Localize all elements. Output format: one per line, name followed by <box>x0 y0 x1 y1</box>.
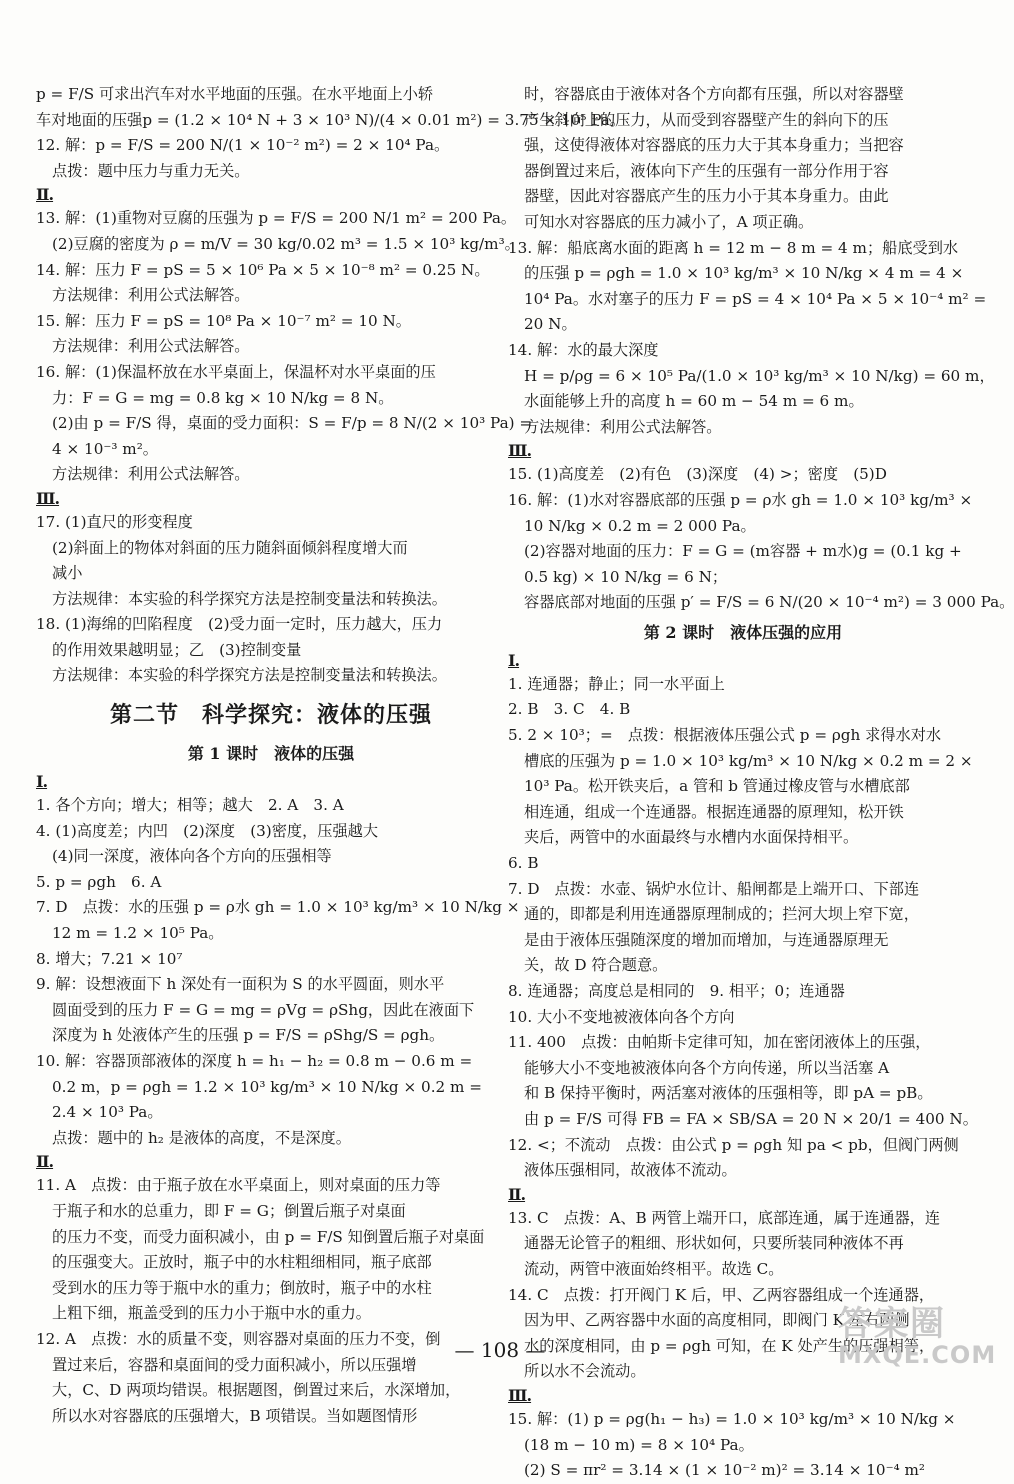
left-line: 8. 增大；7.21 × 10⁷ <box>36 949 183 968</box>
level-marker: Ⅰ. <box>36 772 48 792</box>
left-line: 的作用效果越明显；乙 (3)控制变量 <box>52 640 302 659</box>
level-marker: Ⅲ. <box>508 1385 532 1405</box>
left-line: 4. (1)高度差；内凹 (2)深度 (3)密度，压强越大 <box>36 821 379 840</box>
right-line: 流动，两管中液面始终相平。故选 C。 <box>524 1259 784 1278</box>
right-line: H = p/ρg = 6 × 10⁵ Pa/(1.0 × 10³ kg/m³ × 10 N/kg) = 60 m， <box>524 366 995 385</box>
left-line: 15. 解：压力 F = pS = 10⁸ Pa × 10⁻⁷ m² = 10 N。 <box>36 311 411 330</box>
watermark-line2: MXQE.COM <box>838 1341 997 1369</box>
right-column <box>508 82 1014 1484</box>
left-line: 18. (1)海绵的凹陷程度 (2)受力面一定时，压力越大，压力 <box>36 615 443 634</box>
left-line: 大，C、D 两项均错误。根据题图，倒置过来后，水深增加， <box>52 1381 461 1400</box>
right-line: 14. 解：水的最大深度 <box>508 340 659 359</box>
right-line: (2)容器对地面的压力：F = G = (m容器 + m水)g = (0.1 kg + <box>524 542 962 561</box>
left-line: (2)由 p = F/S 得，桌面的受力面积：S = F/p = 8 N/(2 × 10³ Pa) = <box>52 414 533 433</box>
watermark-line1: 答案圈 <box>838 1304 946 1344</box>
left-line: (2)斜面上的物体对斜面的压力随斜面倾斜程度增大而 <box>52 538 408 557</box>
left-line: 车对地面的压强p = (1.2 × 10⁴ N + 3 × 10³ N)/(4 × 0.01 m²) = 3.75 × 10⁵ Pa。 <box>36 110 626 129</box>
right-line: 10 N/kg × 0.2 m = 2 000 Pa。 <box>524 516 756 535</box>
right-line: 强，这使得液体对容器底的压力大于其本身重力；当把容 <box>524 136 904 155</box>
left-line: 12. A 点拨：水的质量不变，则容器对桌面的压力不变，倒 <box>36 1329 441 1348</box>
right-line: 14. C 点拨：打开阀门 K 后，甲、乙两容器组成一个连通器， <box>508 1285 935 1304</box>
page-number: — 108 — <box>454 1338 546 1362</box>
right-line: 10⁴ Pa。水对塞子的压力 F = pS = 4 × 10⁴ Pa × 5 × 10⁻⁴ m² = <box>524 289 987 308</box>
right-line: 水面能够上升的高度 h = 60 m − 54 m = 6 m。 <box>524 392 864 411</box>
right-line: 槽底的压强为 p = 1.0 × 10³ kg/m³ × 10 N/kg × 0.2 m = 2 × <box>524 751 973 770</box>
left-line: 的压强变大。正放时，瓶子中的水柱粗细相同，瓶子底部 <box>52 1253 432 1272</box>
right-line: 产生斜向上的压力，从而受到容器壁产生的斜向下的压 <box>524 110 889 129</box>
right-line: 液体压强相同，故液体不流动。 <box>524 1161 737 1180</box>
right-line: 水的深度相同，由 p = ρgh 可知，在 K 处产生的压强相等， <box>524 1336 935 1355</box>
left-line: 12. 解：p = F/S = 200 N/(1 × 10⁻² m²) = 2 × 10⁴ Pa。 <box>36 136 450 155</box>
left-line: 14. 解：压力 F = pS = 5 × 10⁶ Pa × 5 × 10⁻⁸ m² = 0.25 N。 <box>36 260 490 279</box>
right-line: 20 N。 <box>524 315 577 334</box>
left-line: 13. 解：(1)重物对豆腐的压强为 p = F/S = 200 N/1 m² = 200 Pa。 <box>36 209 517 228</box>
left-line: 11. A 点拨：由于瓶子放在水平桌面上，则对桌面的压力等 <box>36 1176 441 1195</box>
left-line: 1. 各个方向；增大；相等；越大 2. A 3. A <box>36 796 344 815</box>
right-line: 通器无论管子的粗细、形状如何，只要所装同种液体不再 <box>524 1234 904 1253</box>
right-line: 13. C 点拨：A、B 两管上端开口，底部连通，属于连通器，连 <box>508 1208 941 1227</box>
right-line: 时，容器底由于液体对各个方向都有压强，所以对容器壁 <box>524 85 904 103</box>
level-marker: Ⅱ. <box>508 1184 526 1204</box>
right-line: 15. 解：(1) p = ρg(h₁ − h₃) = 1.0 × 10³ kg/m³ × 10 N/kg × <box>508 1409 956 1428</box>
left-line: 12 m = 1.2 × 10⁵ Pa。 <box>52 924 224 943</box>
right-line: 6. B <box>508 854 539 873</box>
left-line: 点拨：题中压力与重力无关。 <box>52 161 250 180</box>
right-line: (18 m − 10 m) = 8 × 10⁴ Pa。 <box>524 1435 754 1454</box>
left-line: 置过来后，容器和桌面间的受力面积减小，所以压强增 <box>52 1355 417 1374</box>
right-line: 可知水对容器底的压力减小了，A 项正确。 <box>524 212 814 231</box>
left-line: 力：F = G = mg = 0.8 kg × 10 N/kg = 8 N。 <box>52 388 394 407</box>
right-line: 由 p = F/S 可得 FB = FA × SB/SA = 20 N × 20/1 = 400 N。 <box>524 1109 978 1128</box>
left-line: 点拨：题中的 h₂ 是液体的高度，不是深度。 <box>52 1128 351 1147</box>
left-line: 16. 解：(1)保温杯放在水平桌面上，保温杯对水平桌面的压 <box>36 362 436 381</box>
left-line: 2.4 × 10³ Pa。 <box>52 1103 163 1122</box>
right-line: 10³ Pa。松开铁夹后，a 管和 b 管通过橡皮管与水槽底部 <box>524 777 910 796</box>
right-line: 是由于液体压强随深度的增加而增加，与连通器原理无 <box>524 930 889 949</box>
right-line: 12. <；不流动 点拨：由公式 p = ρgh 知 pa < pb，但阀门两侧 <box>508 1135 959 1154</box>
left-line: 上粗下细，瓶盖受到的压力小于瓶中水的重力。 <box>52 1304 371 1323</box>
right-line: 相连通，组成一个连通器。根据连通器的原理知，松开铁 <box>524 802 904 821</box>
right-line: 容器底部对地面的压强 p′ = F/S = 6 N/(20 × 10⁻⁴ m²) = 3 000 Pa。 <box>524 593 1014 612</box>
right-line: 关，故 D 符合题意。 <box>524 956 668 975</box>
left-line: 的压力不变，而受力面积减小，由 p = F/S 知倒置后瓶子对桌面 <box>52 1227 485 1246</box>
left-line: 方法规律：本实验的科学探究方法是控制变量法和转换法。 <box>52 666 447 685</box>
right-line: 8. 连通器；高度总是相同的 9. 相平；0；连通器 <box>508 982 845 1000</box>
left-line: 7. D 点拨：水的压强 p = ρ水 gh = 1.0 × 10³ kg/m³ × 10 N/kg × <box>36 898 520 917</box>
right-line: 夹后，两管中的水面最终与水槽内水面保持相平。 <box>524 828 859 847</box>
right-line: 的压强 p = ρgh = 1.0 × 10³ kg/m³ × 10 N/kg × 4 m = 4 × <box>524 264 964 283</box>
left-line: 方法规律：利用公式法解答。 <box>52 337 250 356</box>
right-line: 方法规律：利用公式法解答。 <box>524 417 722 436</box>
lesson-heading: 第 1 课时 液体的压强 <box>187 744 355 764</box>
left-line: 受到水的压力等于瓶中水的重力；倒放时，瓶子中的水柱 <box>52 1278 432 1297</box>
right-line: 因为甲、乙两容器中水面的高度相同，即阀门 K 左右两侧 <box>524 1311 910 1330</box>
right-line: 1. 连通器；静止；同一水平面上 <box>508 674 725 693</box>
level-marker: Ⅰ. <box>508 650 520 670</box>
left-line: 圆面受到的压力 F = G = mg = ρVg = ρShg，因此在液面下 <box>52 1000 475 1019</box>
left-line: (4)同一深度，液体向各个方向的压强相等 <box>52 847 332 866</box>
right-line: 和 B 保持平衡时，两活塞对液体的压强相等，即 pA = pB。 <box>524 1084 933 1103</box>
left-line: 于瓶子和水的总重力，即 F = G；倒置后瓶子对桌面 <box>52 1201 406 1220</box>
watermark-logo <box>838 1296 997 1369</box>
left-line: 0.2 m，p = ρgh = 1.2 × 10³ kg/m³ × 10 N/kg × 0.2 m = <box>52 1077 482 1096</box>
left-line: 方法规律：本实验的科学探究方法是控制变量法和转换法。 <box>52 589 447 608</box>
right-line: 能够大小不变地被液体向各个方向传递，所以当活塞 A <box>524 1058 890 1077</box>
right-line: 10. 大小不变地被液体向各个方向 <box>508 1007 735 1026</box>
lesson-heading: 第 2 课时 液体压强的应用 <box>643 622 843 642</box>
right-line: 器倒置过来后，液体向下产生的压强有一部分作用于容 <box>524 161 889 180</box>
left-line: 5. p = ρgh 6. A <box>36 872 162 891</box>
left-line: 4 × 10⁻³ m²。 <box>52 439 158 458</box>
level-marker: Ⅱ. <box>36 185 54 205</box>
right-line: 15. (1)高度差 (2)有色 (3)深度 (4) >；密度 (5)D <box>508 465 887 484</box>
right-line: 所以水不会流动。 <box>524 1362 646 1381</box>
left-line: 9. 解：设想液面下 h 深处有一面积为 S 的水平圆面，则水平 <box>36 975 445 994</box>
right-line: 2. B 3. C 4. B <box>508 700 631 719</box>
right-line: 16. 解：(1)水对容器底部的压强 p = ρ水 gh = 1.0 × 10³ kg/m³ × <box>508 490 973 509</box>
right-line: 器壁，因此对容器底产生的压力小于其本身重力。由此 <box>524 187 889 206</box>
left-line: 所以水对容器底的压强增大，B 项错误。当如题图情形 <box>52 1406 418 1425</box>
left-line: 方法规律：利用公式法解答。 <box>52 465 250 484</box>
left-line: (2)豆腐的密度为 ρ = m/V = 30 kg/0.02 m³ = 1.5 × 10³ kg/m³。 <box>52 234 520 253</box>
level-marker: Ⅱ. <box>36 1152 54 1172</box>
right-line: 13. 解：船底离水面的距离 h = 12 m − 8 m = 4 m；船底受到水 <box>508 238 959 257</box>
right-line: (2) S = πr² = 3.14 × (1 × 10⁻² m)² = 3.14 × 10⁻⁴ m² <box>524 1461 926 1480</box>
left-line: 10. 解：容器顶部液体的深度 h = h₁ − h₂ = 0.8 m − 0.6 m = <box>36 1052 473 1070</box>
right-line: 11. 400 点拨：由帕斯卡定律可知，加在密闭液体上的压强， <box>508 1033 931 1052</box>
section-heading: 第二节 科学探究：液体的压强 <box>109 702 432 729</box>
left-line: 17. (1)直尺的形变程度 <box>36 512 193 531</box>
level-marker: Ⅲ. <box>36 488 60 508</box>
left-line: 深度为 h 处液体产生的压强 p = F/S = ρShg/S = ρgh。 <box>52 1026 445 1045</box>
right-line: 5. 2 × 10³；= 点拨：根据液体压强公式 p = ρgh 求得水对水 <box>508 726 942 745</box>
left-line: 减小 <box>52 564 83 583</box>
right-line: 通的，即都是利用连通器原理制成的；拦河大坝上窄下宽， <box>524 905 919 924</box>
left-line: p = F/S 可求出汽车对水平地面的压强。在水平地面上小轿 <box>36 85 434 103</box>
right-line: 7. D 点拨：水壶、锅炉水位计、船闸都是上端开口、下部连 <box>508 879 920 898</box>
right-line: 0.5 kg) × 10 N/kg = 6 N； <box>524 567 728 586</box>
left-line: 方法规律：利用公式法解答。 <box>52 286 250 305</box>
level-marker: Ⅲ. <box>508 441 532 461</box>
